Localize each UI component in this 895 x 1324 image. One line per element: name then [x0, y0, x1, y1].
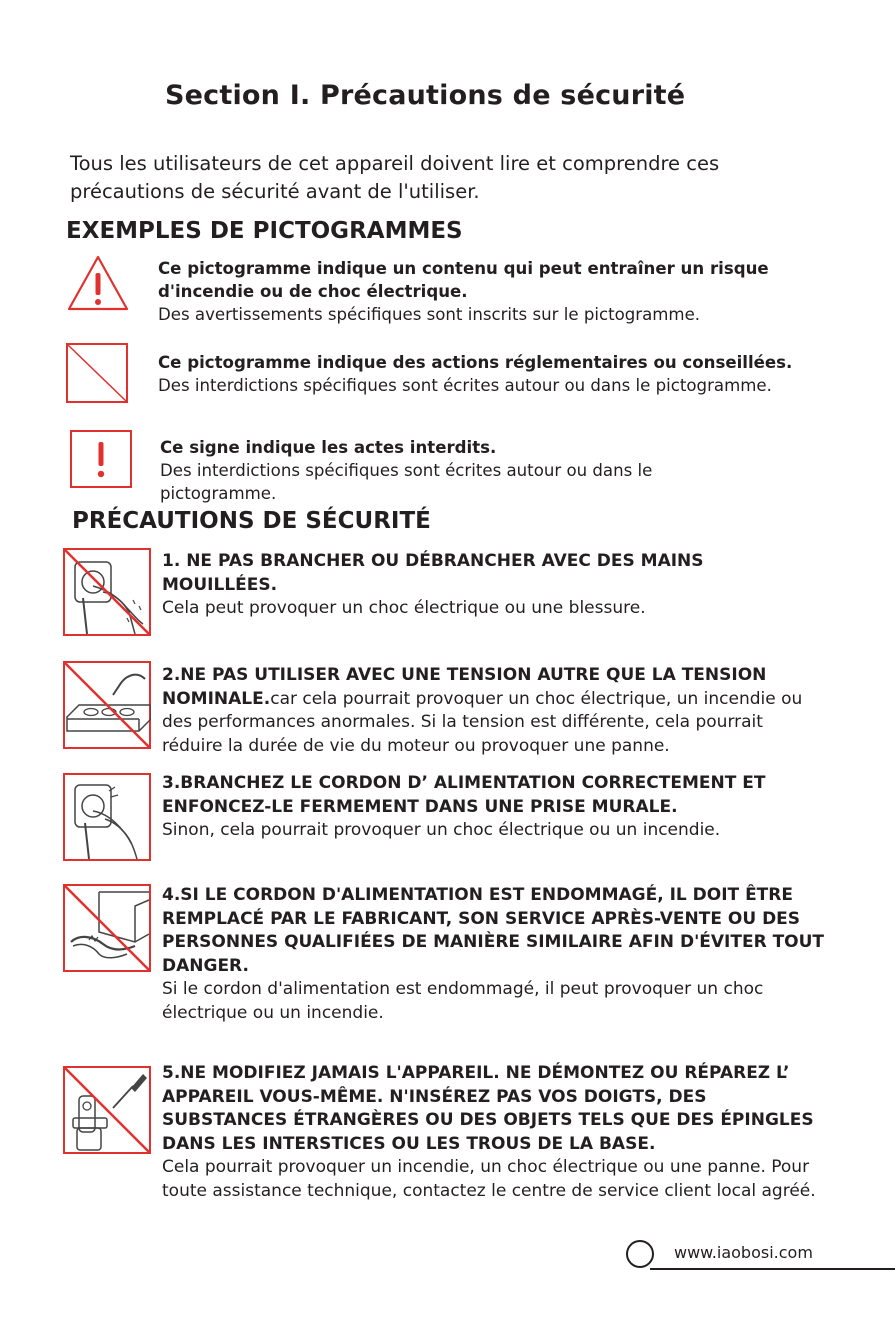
regulatory-sign-icon — [66, 343, 128, 403]
example-text: Des interdictions spécifiques sont écrites autour ou dans le pictogramme. — [158, 376, 772, 395]
example-bold: Ce pictogramme indique un contenu qui peut entraîner un risque d'incendie ou de choc électrique. — [158, 259, 769, 301]
example-bold: Ce pictogramme indique des actions réglementaires ou conseillées. — [158, 353, 793, 372]
page-title: Section I. Précautions de sécurité — [165, 80, 686, 111]
example-item — [158, 257, 858, 326]
wet-hands-plug-icon — [63, 548, 151, 636]
precaution-text: Cela pourrait provoquer un incendie, un choc électrique ou une panne. Pour toute assistance technique, contactez le centre de service client local agréé. — [162, 1157, 816, 1201]
precaution-item — [162, 1062, 827, 1203]
example-bold: Ce signe indique les actes interdits. — [160, 438, 497, 457]
precaution-text: Sinon, cela pourrait provoquer un choc électrique ou un incendie. — [162, 820, 721, 840]
intro-text: Tous les utilisateurs de cet appareil doivent lire et comprendre ces précautions de sécurité avant de l'utiliser. — [70, 152, 720, 203]
precaution-bold: 2.NE PAS UTILISER AVEC UNE TENSION AUTRE QUE LA TENSION NOMINALE. — [162, 665, 767, 709]
precaution-bold: 3.BRANCHEZ LE CORDON D’ ALIMENTATION CORRECTEMENT ET ENFONCEZ-LE FERMEMENT DANS UNE PRISE MURALE. — [162, 773, 766, 817]
precaution-text: Cela peut provoquer un choc électrique ou une blessure. — [162, 598, 646, 618]
precaution-text: Si le cordon d'alimentation est endommagé, il peut provoquer un choc électrique ou un incendie. — [162, 979, 764, 1023]
precaution-bold: 4.SI LE CORDON D'ALIMENTATION EST ENDOMMAGÉ, IL DOIT ÊTRE REMPLACÉ PAR LE FABRICANT, SON SERVICE APRÈS-VENTE OU DES PERSONNES QUALIFIÉES DE MANIÈRE SIMILAIRE AFIN D'ÉVITER TOUT DANGER. — [162, 885, 825, 976]
exclamation-sign-icon — [70, 430, 132, 488]
footer-divider — [650, 1268, 895, 1270]
footer-url: www.iaobosi.com — [674, 1243, 813, 1262]
precaution-bold: 5.NE MODIFIEZ JAMAIS L'APPAREIL. NE DÉMONTEZ OU RÉPAREZ L’ APPAREIL VOUS-MÊME. N'INSÉREZ PAS VOS DOIGTS, DES SUBSTANCES ÉTRANGÈRES OU DES OBJETS TELS QUE DES ÉPINGLES DANS LES INTERSTICES OU LES TROUS DE LA BASE. — [162, 1063, 814, 1154]
precaution-item — [162, 772, 822, 843]
plug-socket-icon — [63, 773, 151, 861]
precaution-item — [162, 664, 822, 758]
example-text: Des avertissements spécifiques sont inscrits sur le pictogramme. — [158, 305, 701, 324]
examples-heading: EXEMPLES DE PICTOGRAMMES — [66, 218, 463, 244]
precaution-text: car cela pourrait provoquer un choc électrique, un incendie ou des performances anormales. Si la tension est différente, cela pourrait réduire la durée de vie du moteur ou provoquer une panne. — [162, 688, 803, 756]
precautions-heading: PRÉCAUTIONS DE SÉCURITÉ — [72, 508, 431, 534]
precaution-item — [162, 550, 822, 621]
screwdriver-appliance-icon — [63, 1066, 151, 1154]
warning-triangle-icon — [66, 253, 130, 313]
footer-circle-icon — [626, 1240, 654, 1268]
example-text: Des interdictions spécifiques sont écrites autour ou dans le pictogramme. — [160, 461, 653, 503]
precaution-item — [162, 884, 827, 1025]
voltage-power-strip-icon — [63, 661, 151, 749]
example-item — [160, 436, 705, 505]
damaged-cord-icon — [63, 884, 151, 972]
example-item — [158, 351, 858, 397]
precaution-bold: 1. NE PAS BRANCHER OU DÉBRANCHER AVEC DES MAINS MOUILLÉES. — [162, 551, 704, 595]
